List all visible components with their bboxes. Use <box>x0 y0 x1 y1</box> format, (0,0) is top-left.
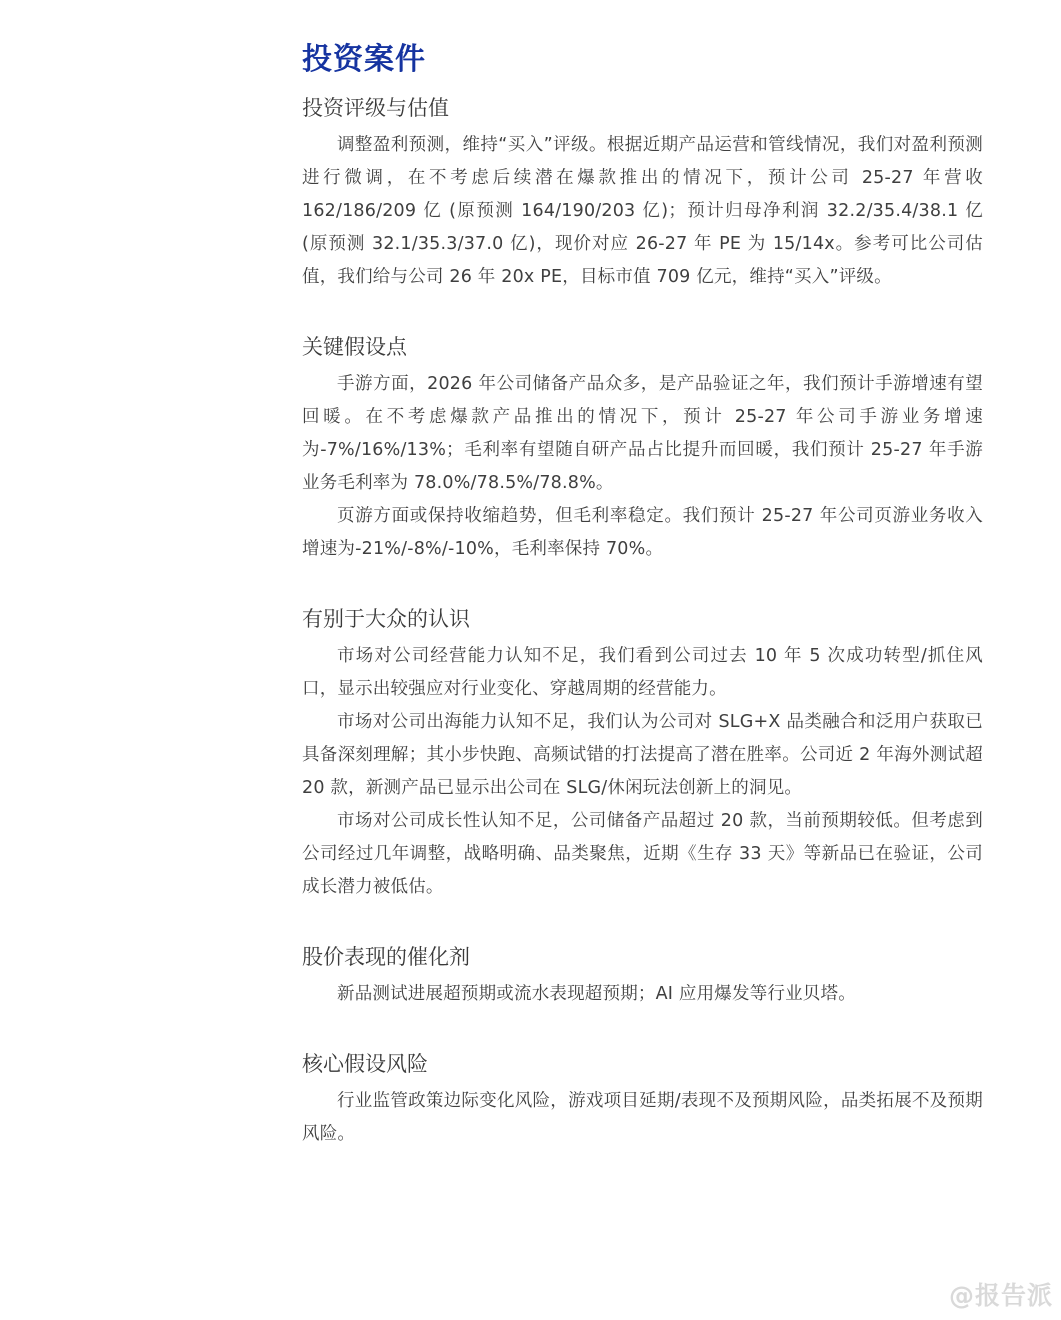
report-section <box>302 605 983 904</box>
body-paragraph: 调整盈利预测，维持“买入”评级。根据近期产品运营和管线情况，我们对盈利预测进行微调，在不考虑后续潜在爆款推出的情况下，预计公司 25-27 年营收 162/186/209 亿 (原预测 164/190/203 亿)；预计归母净利润 32.2/35.4/38.1 亿 (原预测 32.1/35.3/37.0 亿)，现价对应 26-27 年 PE 为 15/14x。参考可比公司估值，我们给与公司 26 年 20x PE，目标市值 709 亿元，维持“买入”评级。 <box>302 135 983 287</box>
report-section <box>302 333 983 566</box>
body-paragraph: 手游方面，2026 年公司储备产品众多，是产品验证之年，我们预计手游增速有望回暖。在不考虑爆款产品推出的情况下，预计 25-27 年公司手游业务增速为-7%/16%/13%；毛利率有望随自研产品占比提升而回暖，我们预计 25-27 年手游业务毛利率为 78.0%/78.5%/78.8%。 <box>302 374 983 493</box>
report-section <box>302 943 983 1011</box>
section-heading: 股价表现的催化剂 <box>302 945 470 969</box>
body-paragraph: 市场对公司出海能力认知不足，我们认为公司对 SLG+X 品类融合和泛用户获取已具备深刻理解；其小步快跑、高频试错的打法提高了潜在胜率。公司近 2 年海外测试超 20 款，新测产品已显示出公司在 SLG/休闲玩法创新上的洞见。 <box>302 712 983 798</box>
body-paragraph: 市场对公司成长性认知不足，公司储备产品超过 20 款，当前预期较低。但考虑到公司经过几年调整，战略明确、品类聚焦，近期《生存 33 天》等新品已在验证，公司成长潜力被低估。 <box>302 811 983 897</box>
body-paragraph: 新品测试进展超预期或流水表现超预期；AI 应用爆发等行业贝塔。 <box>337 984 856 1004</box>
body-paragraph: 页游方面或保持收缩趋势，但毛利率稳定。我们预计 25-27 年公司页游业务收入增速为-21%/-8%/-10%，毛利率保持 70%。 <box>302 506 983 559</box>
section-heading: 关键假设点 <box>302 335 407 359</box>
report-page <box>302 42 983 1151</box>
body-paragraph: 行业监管政策边际变化风险，游戏项目延期/表现不及预期风险，品类拓展不及预期风险。 <box>302 1091 983 1144</box>
section-heading: 有别于大众的认识 <box>302 607 470 631</box>
watermark: @报告派 <box>948 1281 1053 1310</box>
report-sections <box>302 94 983 1151</box>
report-section <box>302 1050 983 1151</box>
section-heading: 核心假设风险 <box>302 1052 428 1076</box>
body-paragraph: 市场对公司经营能力认知不足，我们看到公司过去 10 年 5 次成功转型/抓住风口，显示出较强应对行业变化、穿越周期的经营能力。 <box>302 646 983 699</box>
report-section <box>302 94 983 294</box>
section-heading: 投资评级与估值 <box>302 96 449 120</box>
report-title: 投资案件 <box>302 42 426 77</box>
